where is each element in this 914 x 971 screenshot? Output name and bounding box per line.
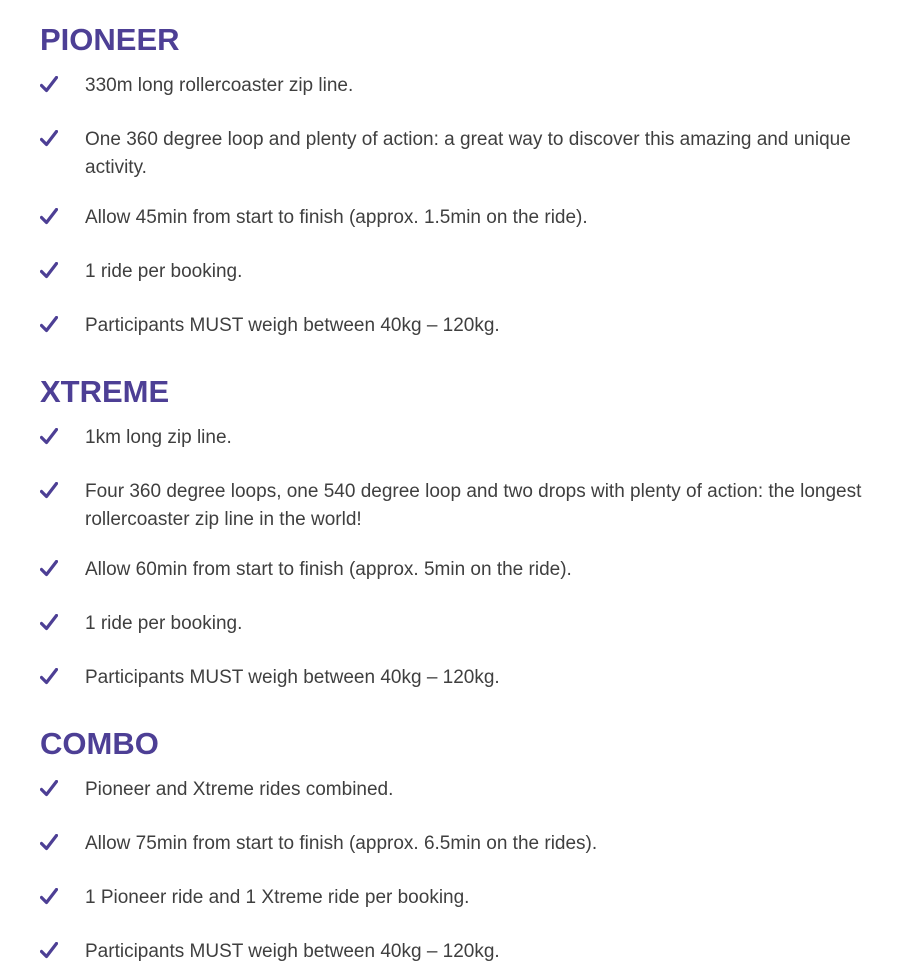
checkmark-icon [40, 884, 85, 916]
list-item [40, 884, 890, 916]
section-title: XTREME [40, 374, 170, 409]
feature-text: Participants MUST weigh between 40kg – 120kg. [85, 941, 500, 962]
feature-text: 330m long rollercoaster zip line. [85, 75, 354, 96]
feature-text: Participants MUST weigh between 40kg – 120kg. [85, 315, 500, 336]
checkmark-icon [40, 478, 85, 510]
feature-text: 1 ride per booking. [85, 613, 243, 634]
checkmark-icon [40, 424, 85, 456]
feature-text: Allow 45min from start to finish (approx. 1.5min on the ride). [85, 207, 588, 228]
feature-list [40, 424, 890, 696]
feature-text: Allow 75min from start to finish (approx. 6.5min on the rides). [85, 833, 598, 854]
checkmark-icon [40, 312, 85, 344]
product-options [40, 22, 890, 970]
feature-list [40, 72, 890, 344]
feature-text: Allow 60min from start to finish (approx. 5min on the ride). [85, 559, 572, 580]
list-item [40, 312, 890, 344]
feature-text: One 360 degree loop and plenty of action: a great way to discover this amazing and unique activity. [85, 129, 851, 178]
checkmark-icon [40, 938, 85, 970]
feature-text: 1km long zip line. [85, 427, 232, 448]
checkmark-icon [40, 126, 85, 158]
pioneer-section [40, 22, 890, 344]
list-item [40, 830, 890, 862]
checkmark-icon [40, 72, 85, 104]
feature-text: Four 360 degree loops, one 540 degree loop and two drops with plenty of action: the longest rollercoaster zip line in the world! [85, 481, 862, 530]
feature-text: 1 Pioneer ride and 1 Xtreme ride per booking. [85, 887, 470, 908]
feature-list [40, 776, 890, 970]
list-item [40, 556, 890, 588]
list-item [40, 424, 890, 456]
feature-text: Pioneer and Xtreme rides combined. [85, 779, 394, 800]
checkmark-icon [40, 610, 85, 642]
list-item [40, 938, 890, 970]
section-title: PIONEER [40, 22, 180, 57]
combo-section [40, 726, 890, 970]
checkmark-icon [40, 776, 85, 808]
section-title: COMBO [40, 726, 159, 761]
xtreme-section [40, 374, 890, 696]
list-item [40, 258, 890, 290]
list-item [40, 126, 890, 182]
checkmark-icon [40, 556, 85, 588]
list-item [40, 478, 890, 534]
list-item [40, 72, 890, 104]
list-item [40, 610, 890, 642]
list-item [40, 664, 890, 696]
checkmark-icon [40, 258, 85, 290]
feature-text: Participants MUST weigh between 40kg – 120kg. [85, 667, 500, 688]
feature-text: 1 ride per booking. [85, 261, 243, 282]
checkmark-icon [40, 204, 85, 236]
list-item [40, 776, 890, 808]
list-item [40, 204, 890, 236]
checkmark-icon [40, 664, 85, 696]
checkmark-icon [40, 830, 85, 862]
